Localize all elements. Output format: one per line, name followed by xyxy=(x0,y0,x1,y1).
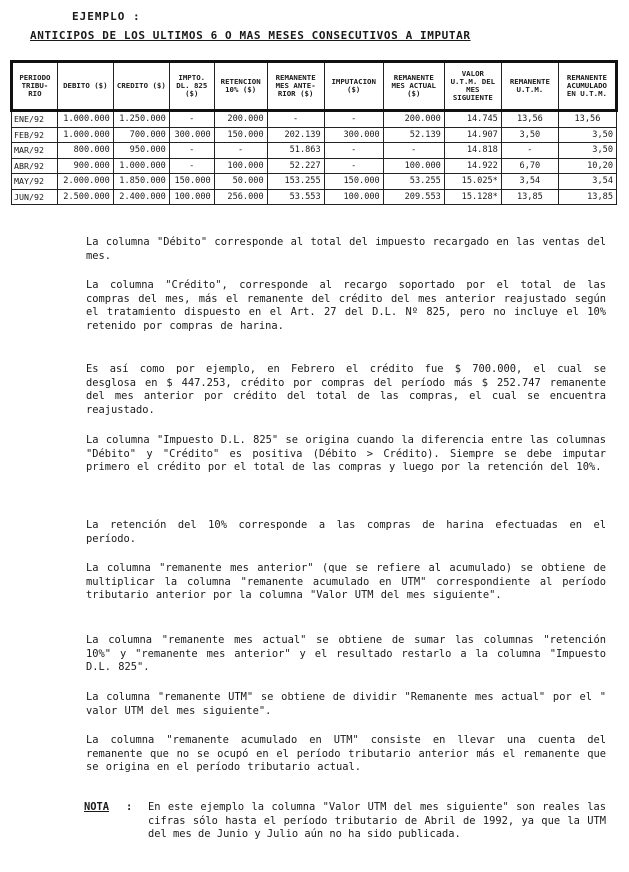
cell-credito: 700.000 xyxy=(113,127,169,143)
cell-remanente-acumulado: 13,56 xyxy=(558,111,616,128)
cell-debito: 1.000.000 xyxy=(57,111,113,128)
paragraph-debito: La columna "Débito" corresponde al total del impuesto recargado en las ventas del mes. xyxy=(86,236,606,262)
cell-debito: 2.000.000 xyxy=(57,174,113,190)
header-remanente-utm: REMANENTE U.T.M. xyxy=(501,62,558,111)
paragraph-impuesto-dl825: La columna "Impuesto D.L. 825" se origina cuando la diferencia entre las columnas "Débito" y "Crédito" es positiva (Débito > Crédito). Siempre se debe imputar primero el crédito por el total de las compras y luego por la retención del 10%. xyxy=(86,434,606,474)
table-row xyxy=(12,189,617,205)
paragraph-retencion: La retención del 10% corresponde a las compras de harina efectuadas en el período. xyxy=(86,519,606,545)
table-row xyxy=(12,127,617,143)
cell-credito: 1.850.000 xyxy=(113,174,169,190)
cell-imputacion: 150.000 xyxy=(324,174,383,190)
header-remanente-anterior: REMANENTE MES ANTE-RIOR ($) xyxy=(267,62,324,111)
cell-periodo: ENE/92 xyxy=(12,111,58,128)
table-row xyxy=(12,143,617,159)
table-row xyxy=(12,111,617,128)
cell-impuesto: - xyxy=(169,143,214,159)
header-periodo: PERIODO TRIBU-RIO xyxy=(12,62,58,111)
cell-impuesto: - xyxy=(169,158,214,174)
header-retencion: RETENCION 10% ($) xyxy=(214,62,267,111)
cell-remanente-utm: 3,54 xyxy=(501,174,558,190)
cell-remanente-anterior: - xyxy=(267,111,324,128)
cell-periodo: FEB/92 xyxy=(12,127,58,143)
cell-remanente-utm: 13,85 xyxy=(501,189,558,205)
cell-imputacion: 100.000 xyxy=(324,189,383,205)
cell-periodo: ABR/92 xyxy=(12,158,58,174)
table-row xyxy=(12,158,617,174)
cell-imputacion: - xyxy=(324,111,383,128)
paragraph-remanente-anterior: La columna "remanente mes anterior" (que se refiere al acumulado) se obtiene de multiplicar la columna "remanente acumulado en UTM" correspondiente al período tributario anterior por la columna "Valor UTM del mes siguiente". xyxy=(86,562,606,602)
cell-debito: 1.000.000 xyxy=(57,127,113,143)
cell-credito: 950.000 xyxy=(113,143,169,159)
cell-valor-utm: 15.128* xyxy=(444,189,501,205)
cell-remanente-actual: 200.000 xyxy=(383,111,444,128)
nota-text: En este ejemplo la columna "Valor UTM del mes siguiente" son reales las cifras sólo hasta el período tributario de Abril de 1992, ya que la UTM del mes de Junio y Julio aún no ha sido publicada. xyxy=(148,801,606,841)
cell-impuesto: 100.000 xyxy=(169,189,214,205)
nota-colon: : xyxy=(126,801,133,813)
cell-credito: 1.000.000 xyxy=(113,158,169,174)
cell-remanente-actual: 209.553 xyxy=(383,189,444,205)
cell-remanente-acumulado: 13,85 xyxy=(558,189,616,205)
cell-remanente-acumulado: 3,50 xyxy=(558,143,616,159)
cell-remanente-utm: 3,50 xyxy=(501,127,558,143)
cell-valor-utm: 14.818 xyxy=(444,143,501,159)
cell-retencion: 150.000 xyxy=(214,127,267,143)
cell-remanente-actual: 100.000 xyxy=(383,158,444,174)
nota-label: NOTA xyxy=(84,801,110,813)
cell-remanente-acumulado: 3,50 xyxy=(558,127,616,143)
paragraph-remanente-utm: La columna "remanente UTM" se obtiene de dividir "Remanente mes actual" por el " valor UTM del mes siguiente". xyxy=(86,691,606,717)
paragraph-remanente-actual: La columna "remanente mes actual" se obtiene de sumar las columnas "retención 10%" y "remanente mes anterior" y el resultado restarlo a la columna "Impuesto D.L. 825". xyxy=(86,634,606,674)
cell-imputacion: - xyxy=(324,158,383,174)
example-heading: EJEMPLO : xyxy=(72,10,141,23)
cell-periodo: MAR/92 xyxy=(12,143,58,159)
cell-remanente-anterior: 53.553 xyxy=(267,189,324,205)
paragraph-ejemplo-febrero: Es así como por ejemplo, en Febrero el crédito fue $ 700.000, el cual se desglosa en $ 447.253, crédito por compras del período más $ 252.747 remanente del mes anterior por crédito del total de las compras, el cual se encuentra reajustado. xyxy=(86,363,606,417)
cell-retencion: 256.000 xyxy=(214,189,267,205)
table-header-row xyxy=(12,62,617,111)
paragraph-remanente-acumulado: La columna "remanente acumulado en UTM" consiste en llevar una cuenta del remanente que no se ocupó en el período tributario anterior más el remanente que se origina en el período tributario actual. xyxy=(86,734,606,774)
cell-remanente-actual: - xyxy=(383,143,444,159)
cell-remanente-actual: 53.255 xyxy=(383,174,444,190)
cell-periodo: MAY/92 xyxy=(12,174,58,190)
header-remanente-actual: REMANENTE MES ACTUAL ($) xyxy=(383,62,444,111)
cell-impuesto: 300.000 xyxy=(169,127,214,143)
anticipos-table xyxy=(10,60,618,205)
cell-remanente-anterior: 153.255 xyxy=(267,174,324,190)
cell-remanente-utm: 13,56 xyxy=(501,111,558,128)
cell-valor-utm: 14.922 xyxy=(444,158,501,174)
cell-imputacion: 300.000 xyxy=(324,127,383,143)
document-subtitle: ANTICIPOS DE LOS ULTIMOS 6 O MAS MESES CONSECUTIVOS A IMPUTAR xyxy=(30,29,471,42)
header-impuesto: IMPTO. DL. 825 ($) xyxy=(169,62,214,111)
header-imputacion: IMPUTACION ($) xyxy=(324,62,383,111)
cell-remanente-utm: - xyxy=(501,143,558,159)
cell-valor-utm: 15.025* xyxy=(444,174,501,190)
header-valor-utm: VALOR U.T.M. DEL MES SIGUIENTE xyxy=(444,62,501,111)
cell-retencion: - xyxy=(214,143,267,159)
cell-retencion: 200.000 xyxy=(214,111,267,128)
header-remanente-acumulado: REMANENTE ACUMULADO EN U.T.M. xyxy=(558,62,616,111)
cell-impuesto: 150.000 xyxy=(169,174,214,190)
header-credito: CREDITO ($) xyxy=(113,62,169,111)
cell-valor-utm: 14.907 xyxy=(444,127,501,143)
cell-remanente-anterior: 52.227 xyxy=(267,158,324,174)
paragraph-credito: La columna "Crédito", corresponde al recargo soportado por el total de las compras del mes, más el remanente del crédito del mes anterior reajustado según el tratamiento dispuesto en el Art. 27 del D.L. Nº 825, pero no incluye el 10% retenido por compras de harina. xyxy=(86,279,606,333)
cell-valor-utm: 14.745 xyxy=(444,111,501,128)
cell-imputacion: - xyxy=(324,143,383,159)
cell-retencion: 100.000 xyxy=(214,158,267,174)
cell-credito: 2.400.000 xyxy=(113,189,169,205)
cell-impuesto: - xyxy=(169,111,214,128)
cell-debito: 900.000 xyxy=(57,158,113,174)
table-row xyxy=(12,174,617,190)
cell-retencion: 50.000 xyxy=(214,174,267,190)
cell-remanente-utm: 6,70 xyxy=(501,158,558,174)
cell-remanente-acumulado: 3,54 xyxy=(558,174,616,190)
cell-remanente-actual: 52.139 xyxy=(383,127,444,143)
cell-credito: 1.250.000 xyxy=(113,111,169,128)
cell-remanente-anterior: 51.863 xyxy=(267,143,324,159)
cell-debito: 800.000 xyxy=(57,143,113,159)
header-debito: DEBITO ($) xyxy=(57,62,113,111)
cell-periodo: JUN/92 xyxy=(12,189,58,205)
cell-remanente-anterior: 202.139 xyxy=(267,127,324,143)
cell-debito: 2.500.000 xyxy=(57,189,113,205)
cell-remanente-acumulado: 10,20 xyxy=(558,158,616,174)
